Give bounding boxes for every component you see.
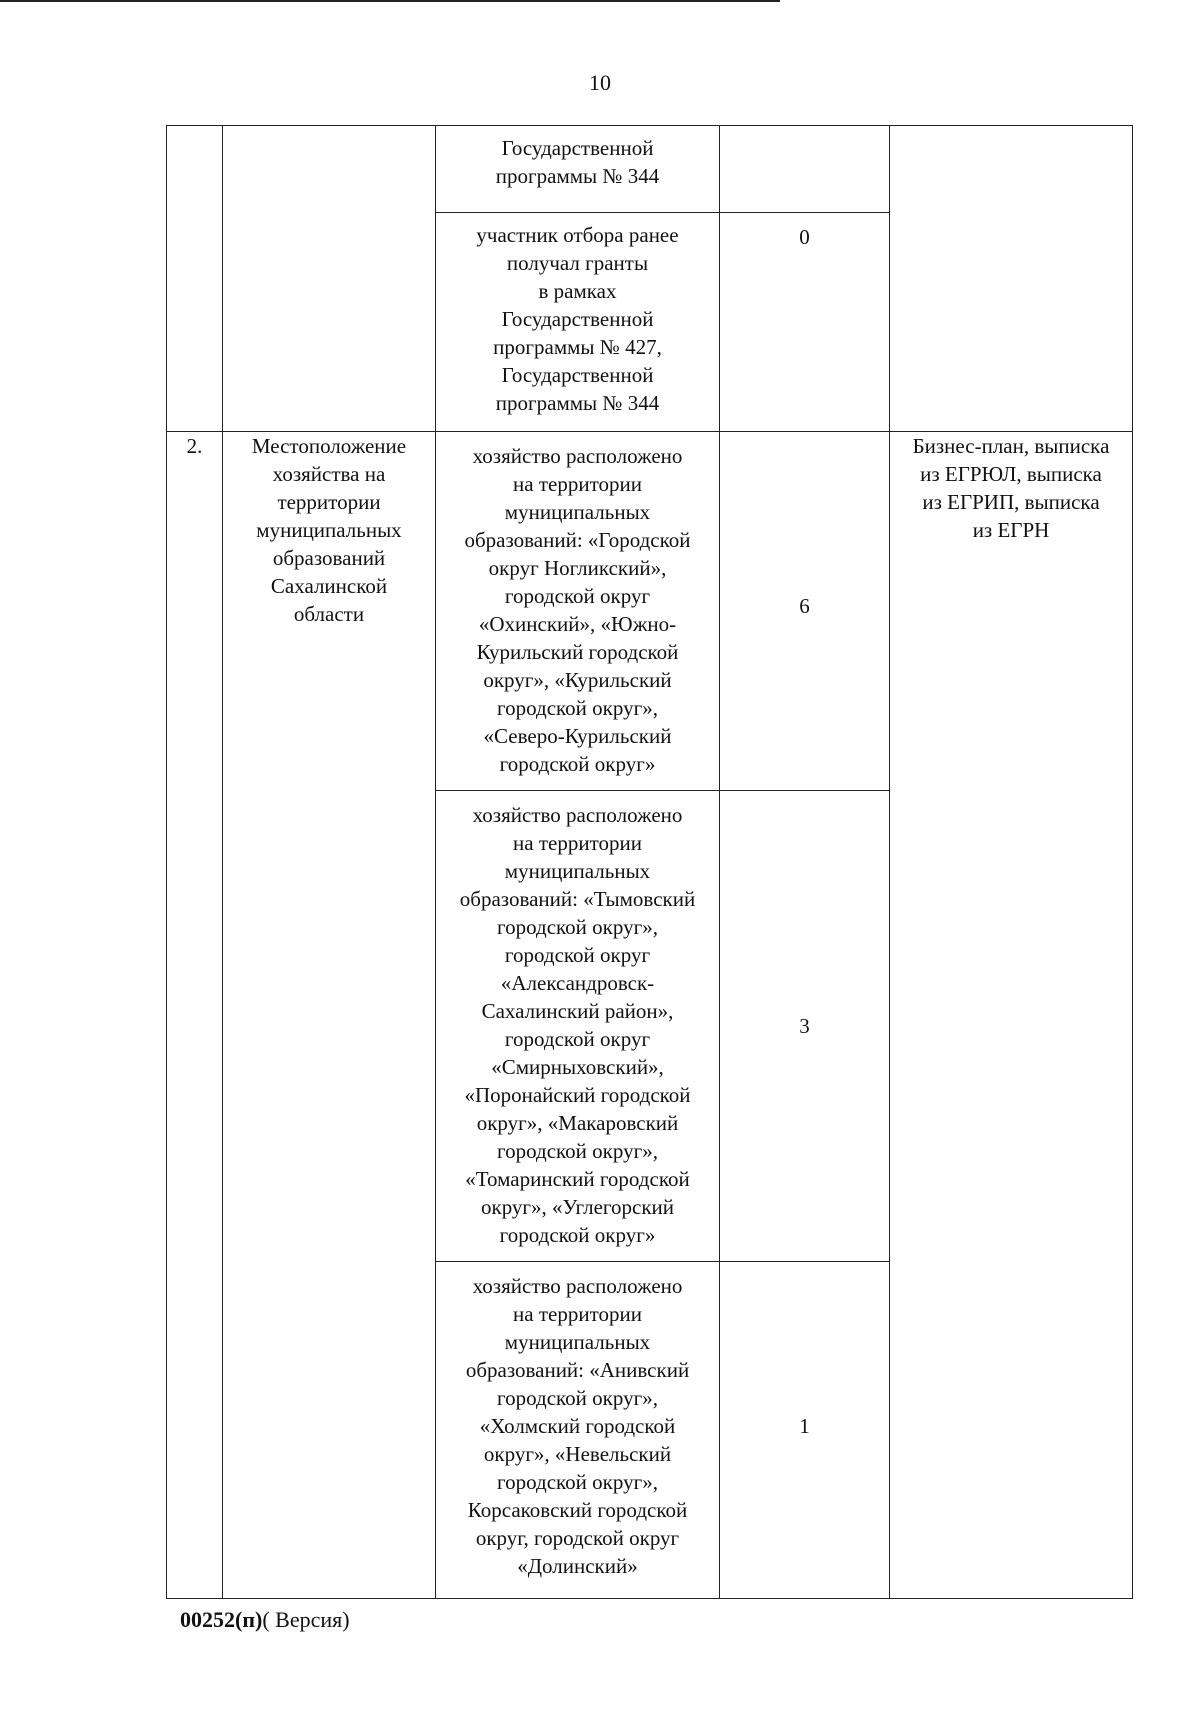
- score-text: 6: [799, 594, 810, 618]
- condition-text: Государственной программы № 344: [495, 136, 660, 188]
- score-cell: [720, 126, 890, 213]
- item-number-cell: [167, 432, 223, 1599]
- top-rule: [0, 0, 780, 2]
- item-number: 2.: [186, 434, 203, 458]
- page-number: 10: [589, 70, 611, 95]
- criterion-text: Местоположение хозяйства на территории муниципальных образований Сахалинской области: [251, 434, 407, 626]
- score-cell: [720, 1262, 890, 1599]
- documents-cell: [890, 432, 1133, 1599]
- condition-cell: [436, 126, 720, 213]
- condition-text: хозяйство расположено на территории муниципальных образований: «Городской округ Ногликский», городской округ «Охинский», «Южно- Курильский городской округ», «Курильский городской округ», «Северо-Курильский городской округ»: [464, 444, 691, 776]
- document-code: 00252(п): [180, 1607, 263, 1632]
- criterion-cell-empty: [223, 126, 436, 432]
- condition-cell: [436, 213, 720, 432]
- documents-text: Бизнес-план, выписка из ЕГРЮЛ, выписка из ЕГРИП, выписка из ЕГРН: [912, 434, 1110, 542]
- table-row: [167, 126, 1133, 213]
- document-version: ( Версия): [262, 1607, 350, 1632]
- condition-text: хозяйство расположено на территории муниципальных образований: «Тымовский городской округ», городской округ «Александровск- Сахалинский район», городской округ «Смирныховский», «Поронайский городской округ», «Макаровский городской округ», «Томаринский городской округ», «Углегорский городской округ»: [459, 803, 696, 1247]
- criteria-table: [166, 125, 1133, 1599]
- footer: [180, 1607, 350, 1633]
- condition-cell: [436, 432, 720, 791]
- criterion-cell: [223, 432, 436, 1599]
- condition-cell: [436, 791, 720, 1262]
- score-cell: [720, 432, 890, 791]
- score-text: 3: [799, 1014, 810, 1038]
- score-text: 1: [799, 1414, 810, 1438]
- score-text: 0: [799, 225, 810, 249]
- table-row: [167, 432, 1133, 791]
- condition-text: участник отбора ранее получал гранты в рамках Государственной программы № 427, Государственной программы № 344: [476, 223, 679, 415]
- score-cell: [720, 213, 890, 432]
- score-cell: [720, 791, 890, 1262]
- condition-text: хозяйство расположено на территории муниципальных образований: «Анивский городской округ», «Холмский городской округ», «Невельский городской округ», Корсаковский городской округ, городской округ «Долинский»: [465, 1274, 690, 1578]
- documents-cell-empty: [890, 126, 1133, 432]
- condition-cell: [436, 1262, 720, 1599]
- number-cell-empty: [167, 126, 223, 432]
